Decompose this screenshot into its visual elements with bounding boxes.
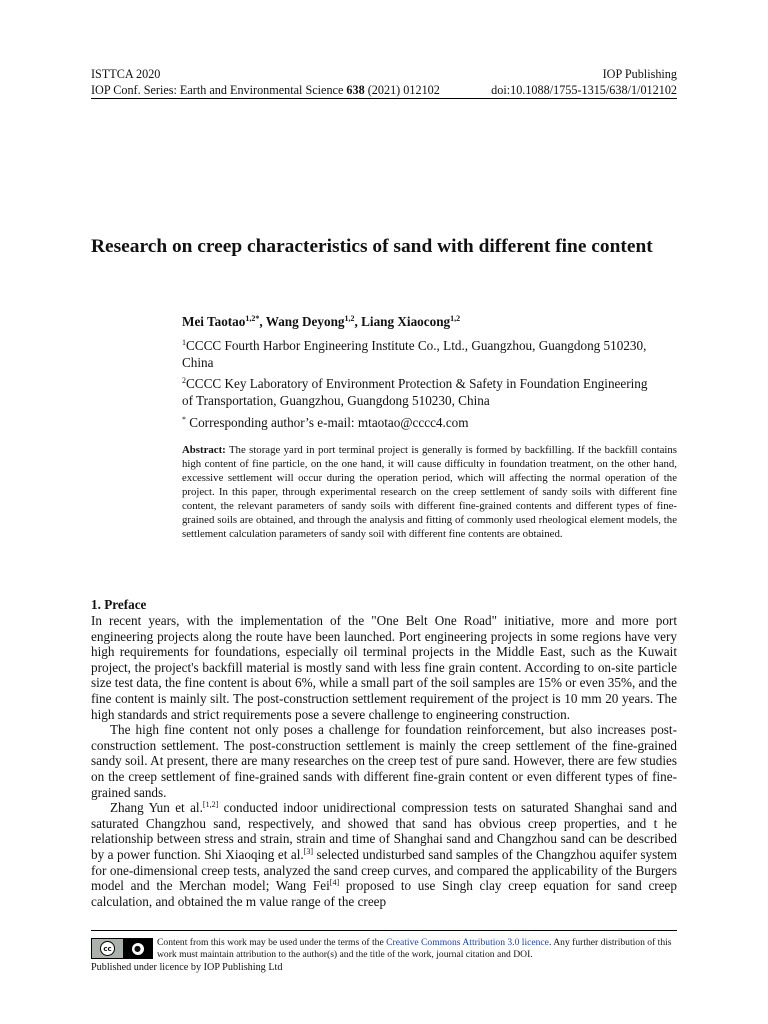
- affiliation-2: $^2$CCCC Key Laboratory of Environment Protection & Safety in Foundation Engineering of Transportation, Guangzhou, Guangdong 510230, China: [182, 376, 648, 408]
- header-rule: [91, 98, 677, 99]
- abstract-label: Abstract:: [182, 444, 226, 456]
- corresponding-author: * Corresponding author’s e-mail: mtaotao@cccc4.com: [182, 415, 469, 430]
- published-notice: Published under licence by IOP Publishing Ltd: [91, 962, 283, 973]
- author-affiliation-mark: 1,2*: [245, 314, 260, 323]
- abstract: [182, 443, 677, 541]
- author-affiliation-mark: 1,2: [450, 314, 461, 323]
- section-heading: 1. Preface: [91, 597, 147, 612]
- paragraph: The high fine content not only poses a challenge for foundation reinforcement, but also increases post-construction settlement. The post-construction settlement is mainly the creep settlement of the fine-grained sandy soil. At present, there are many researches on the creep test of pure sand. However, there are few studies on the creep settlement of fine-grained sands with different fine-grain content or even different types of fine-grained sands.: [91, 722, 677, 800]
- citation: [1,2]: [202, 800, 219, 810]
- attribution-icon: ●: [132, 943, 144, 955]
- citation: [4]: [329, 878, 340, 888]
- citation: [3]: [303, 846, 314, 856]
- paragraph: Zhang Yun et al.[1,2] conducted indoor unidirectional compression tests on saturated Shanghai sand and saturated Changzhou sand, respectively, and showed that sand has obvious creep properties, and t he relationship between stress and strain, strain and time of Shanghai sand and Changzhou sand can be described by a power function. Shi Xiaoqing et al.[3] selected undisturbed sand samples of the Changzhou aquifer system for one-dimensional creep tests, analyzed the sand creep curves, and compared the applicability of the Burgers model and the Merchan model; Wang Fei[4] proposed to use Singh clay creep equation for sand creep calculation, and obtained the m value range of the creep: [91, 800, 678, 909]
- header-bottom-row: [91, 83, 677, 98]
- journal-series: IOP Conf. Series: Earth and Environmental Science 638 (2021) 012102: [91, 83, 440, 97]
- author: Liang Xiaocong: [361, 314, 451, 329]
- author-list: Mei Taotao$^{1,2*}$, Wang Deyong$^{1,2}$, Liang Xiaocong$^{1,2}$: [182, 314, 461, 329]
- volume-number: 638: [346, 83, 365, 97]
- doi[interactable]: doi:10.1088/1755-1315/638/1/012102: [491, 83, 677, 97]
- abstract-text: The storage yard in port terminal project is generally is formed by backfilling. If the backfill contains high content of fine particle, on the one hand, it will cause difficulty in foundation treatment, on the other hand, excessive settlement will occur during the operation period, which will affecting the normal operation of the project. In this paper, through experimental research on the creep settlement of sandy soils with different fine content, the relevant parameters of sandy soils with different fine-grained contents and different types of fine-grained soils are obtained, and through the analysis and fitting of commonly used rheological element models, the settlement calculation parameters of sandy soil with different fine contents are obtained.: [182, 444, 677, 540]
- paragraph: In recent years, with the implementation of the "One Belt One Road" initiative, more and more port engineering projects along the route have been launched. Port engineering projects in some regions have very high requirements for foundations, especially oil terminal projects in the Middle East, such as the Kuwait project, the project's backfill material is mostly sand with less fine grain content. According to on-site particle size test data, the fine content is about 6%, while a small part of the soil samples are 15% or even 35%, and the fine content is mainly silt. The post-construction settlement requirement of the project is 10 mm 20 years. The high standards and strict requirements pose a severe challenge to engineering construction.: [91, 613, 677, 722]
- section-body: [91, 613, 677, 909]
- header-top-row: [91, 67, 677, 82]
- cc-by-badge[interactable]: [91, 938, 153, 959]
- license-text: Content from this work may be used under the terms of the Creative Commons Attribution 3.0 licence. Any further distribution of this work must maintain attribution to the author(s) and the title of the work, journal citation and DOI.: [157, 937, 672, 960]
- author: Wang Deyong: [265, 314, 345, 329]
- affiliation-1: $^1$CCCC Fourth Harbor Engineering Institute Co., Ltd., Guangzhou, Guangdong 510230, China: [182, 338, 647, 370]
- publisher-name: IOP Publishing: [602, 67, 677, 81]
- creative-commons-icon: cc: [100, 941, 115, 956]
- footer-rule: [91, 930, 677, 931]
- license-link[interactable]: Creative Commons Attribution 3.0 licence: [386, 937, 549, 948]
- author: Mei Taotao: [182, 314, 246, 329]
- paper-title: Research on creep characteristics of sand with different fine content: [91, 236, 653, 257]
- license-notice: [91, 937, 677, 961]
- conference-name: ISTTCA 2020: [91, 67, 161, 81]
- author-affiliation-mark: 1,2: [344, 314, 355, 323]
